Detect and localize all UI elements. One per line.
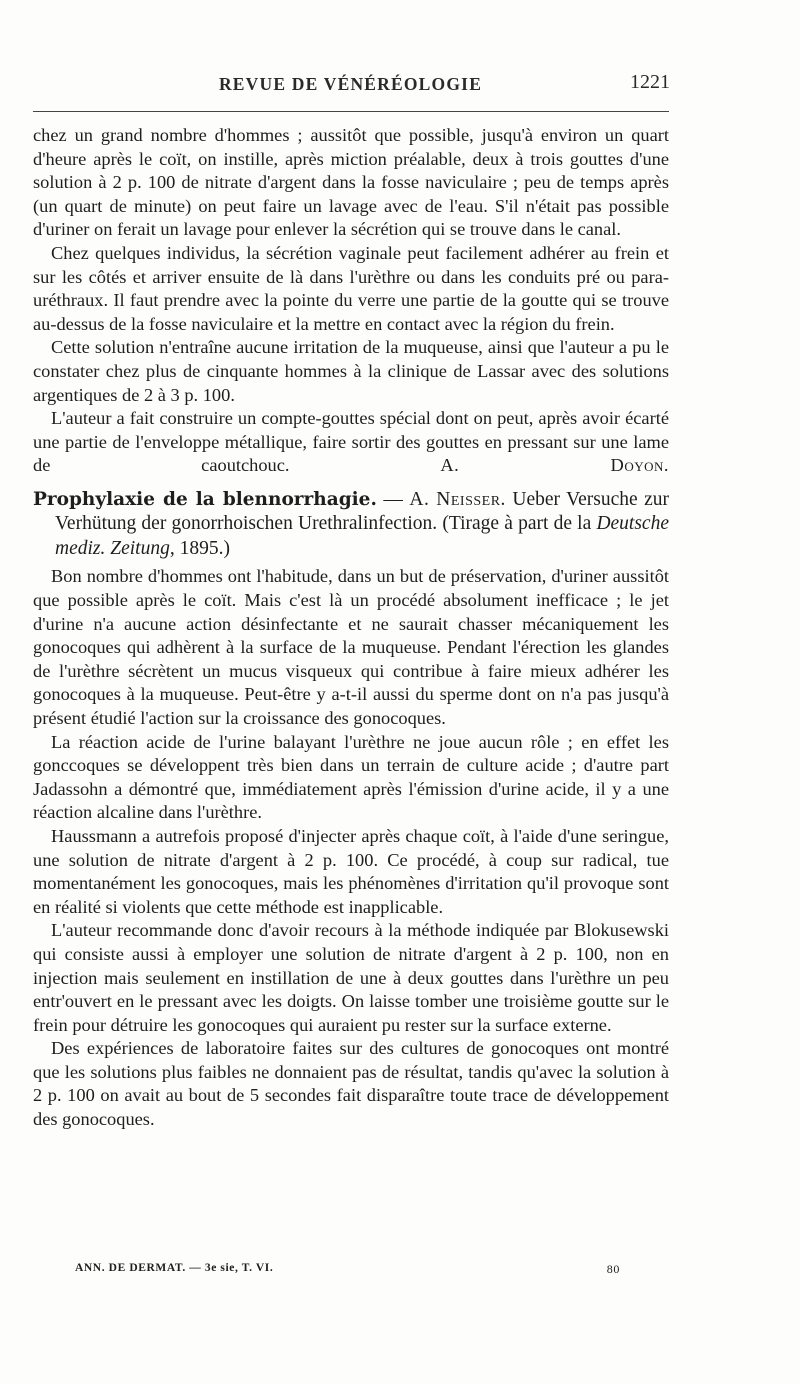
paragraph: chez un grand nombre d'hommes ; aussitôt que possible, jusqu'à environ un quart d'heure après le coït, on instille, après miction préalable, deux à trois gouttes d'une solution à 2 p. 100 de nitrate d'argent dans la fosse naviculaire ; peu de temps après (un quart de minute) on peut faire un lavage avec de l'eau. S'il n'était pas possible d'uriner on ferait un lavage pour enlever la sécrétion qui se trouve dans le canal. xyxy=(33,125,669,240)
running-title: REVUE DE VÉNÉRÉOLOGIE xyxy=(218,74,483,94)
paragraph: Chez quelques individus, la sécrétion vaginale peut facilement adhérer au frein et sur les côtés et arriver ensuite de là dans l'urèthre ou dans les conduits pré ou para-uréthraux. Il faut prendre avec la pointe du verre une partie de la goutte qui se trouve au-dessus de la fosse naviculaire et la mettre en contact avec la région du frein. xyxy=(33,242,669,334)
page-footer xyxy=(75,1262,620,1282)
page-header xyxy=(33,68,668,104)
section-year: , 1895.) xyxy=(169,537,230,559)
section-dash: — xyxy=(376,488,410,510)
header-rule xyxy=(33,111,669,112)
section-title-rest: Ueber Versuche zur Verhütung der gonorrhoischen Urethralinfection. (Tirage à part de la xyxy=(55,488,670,535)
section-title xyxy=(33,488,669,562)
footer-signature-number: 80 xyxy=(606,1262,620,1276)
paragraph: Haussmann a autrefois proposé d'injecter après chaque coït, à l'aide d'une seringue, une solution de nitrate d'argent à 2 p. 100. Ce procédé, à coup sur radical, tue momentanément les gonocoques, mais les phénomènes d'irritation qu'il provoque sont en réalité si violents que cette méthode est inapplicable. xyxy=(33,825,669,917)
paragraph-with-signature xyxy=(33,407,669,478)
footer-journal-ref: ANN. DE DERMAT. — 3e sie, T. VI. xyxy=(75,1262,274,1274)
body-text xyxy=(33,124,669,1132)
paragraph: Cette solution n'entraîne aucune irritation de la muqueuse, ainsi que l'auteur a pu le constater chez plus de cinquante hommes à la clinique de Lassar avec des solutions argentiques de 2 à 3 p. 100. xyxy=(33,337,669,405)
paragraph-text: L'auteur a fait construire un compte-gouttes spécial dont on peut, après avoir écarté une partie de l'enveloppe métallique, faire sortir des gouttes en pressant sur une lame de caoutchouc. xyxy=(33,408,669,476)
paragraph: Des expériences de laboratoire faites sur des cultures de gonocoques ont montré que les solutions plus faibles ne donnaient pas de résultat, tandis qu'avec la solution à 2 p. 100 on avait au bout de 5 secondes fait disparaître toute trace de développement des gonocoques. xyxy=(33,1038,669,1130)
page-number: 1221 xyxy=(630,71,670,93)
paragraph: L'auteur recommande donc d'avoir recours à la méthode indiquée par Blokusewski qui consiste aussi à employer une solution de nitrate d'argent à 2 p. 100, non en injection mais seulement en instillation de une à deux gouttes dans l'urèthre un peu entr'ouvert en le pressant avec les doigts. On laisse tomber une troisième goutte sur le frein pour détruire les gonocoques qui auraient pu rester sur la surface externe. xyxy=(33,920,669,1035)
section-author: A. Neisser. xyxy=(409,488,506,510)
review-signature: A. Doyon. xyxy=(440,455,669,476)
paragraph: Bon nombre d'hommes ont l'habitude, dans un but de préservation, d'uriner aussitôt que possible après le coït. Mais c'est là un procédé absolument inefficace ; le jet d'urine n'a aucune action désinfectante et ne saurait chasser mécaniquement les gonocoques qui adhèrent à la surface de la muqueuse. Pendant l'érection les glandes de l'urèthre sécrètent un mucus visqueux qui contribue à faire mieux adhérer les gonocoques à la muqueuse. Peut-être y a-t-il aussi du sperme dont on n'a pas jusqu'à présent étudié l'action sur la croissance des gonocoques. xyxy=(33,566,669,728)
paragraph: La réaction acide de l'urine balayant l'urèthre ne joue aucun rôle ; en effet les gonccoques se développent très bien dans un terrain de culture acide ; d'autre part Jadassohn a démontré que, immédiatement après l'émission d'urine acide, il y a une réaction alcaline dans l'urèthre. xyxy=(33,731,669,823)
section-heading: Prophylaxie de la blennorrhagie. xyxy=(33,488,377,510)
section-journal: Deutsche mediz. Zeitung xyxy=(55,513,669,559)
